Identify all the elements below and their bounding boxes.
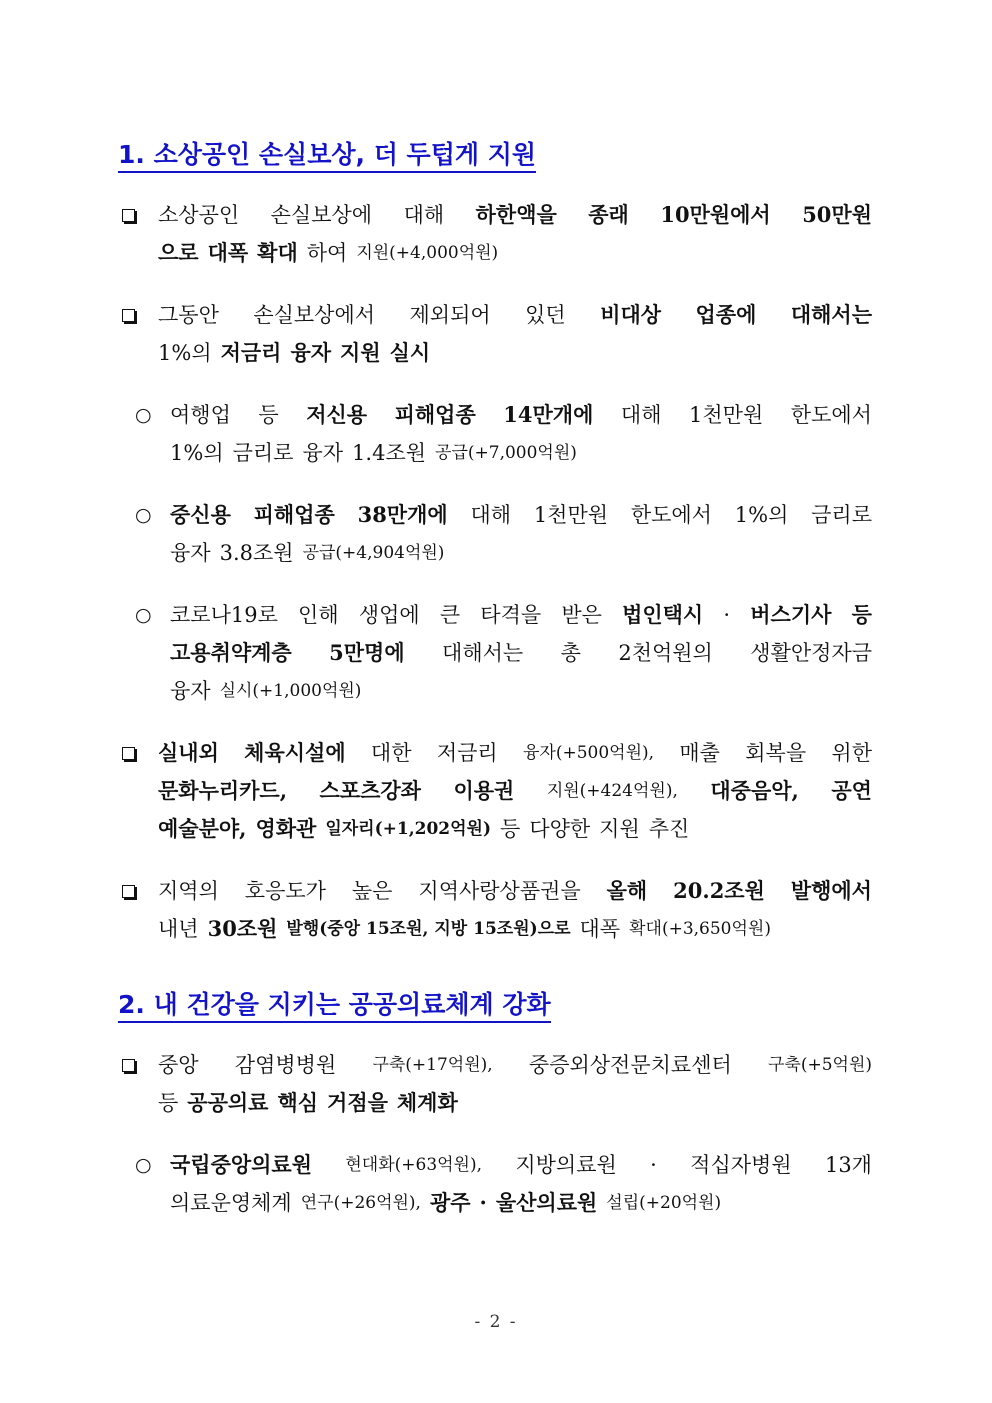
text-line bbox=[158, 872, 872, 910]
text-word: 50만원 bbox=[802, 202, 872, 227]
text-line bbox=[170, 1146, 872, 1184]
bullet-item bbox=[158, 734, 872, 848]
text-word: 지원 bbox=[340, 340, 381, 365]
text-word: 지원 bbox=[599, 817, 640, 841]
text-word: 대해 bbox=[620, 403, 662, 427]
text-word: 대해 bbox=[470, 503, 512, 527]
text-word: 울산의료원 bbox=[495, 1190, 598, 1215]
text-word: 융자 bbox=[302, 441, 344, 465]
circle-bullet-icon: ○ bbox=[135, 604, 152, 626]
text-word: 1.4조원 bbox=[352, 441, 427, 465]
text-word: · bbox=[650, 1153, 657, 1177]
text-word: 생활안정자금 bbox=[750, 641, 872, 665]
text-line bbox=[170, 534, 872, 572]
text-word: 한도에서 bbox=[790, 403, 872, 427]
text-line bbox=[170, 434, 872, 472]
text-word: 설립(+20억원) bbox=[606, 1193, 722, 1213]
text-word: 여행업 bbox=[170, 403, 231, 427]
text-word: 다양한 bbox=[529, 817, 591, 841]
text-line bbox=[170, 672, 872, 710]
text-word: 하한액을 bbox=[475, 202, 557, 227]
text-word: 높은 bbox=[351, 879, 393, 903]
sub-bullet-item bbox=[135, 396, 872, 472]
text-word: · bbox=[723, 603, 731, 627]
text-word: 등 bbox=[258, 403, 279, 427]
text-word: 5만명에 bbox=[329, 640, 405, 665]
text-word: 대폭 bbox=[579, 917, 621, 941]
text-word: 스포츠강좌 bbox=[319, 778, 421, 803]
text-word: 금리로 bbox=[811, 503, 872, 527]
text-word: 대폭 bbox=[207, 240, 249, 265]
text-word: 비대상 bbox=[600, 302, 662, 327]
text-line bbox=[170, 634, 872, 672]
text-word: 거점을 bbox=[327, 1090, 388, 1115]
sub-bullet-item bbox=[135, 496, 872, 572]
text-word: 확대(+3,650억원) bbox=[629, 919, 771, 939]
text-word: 10만원에서 bbox=[660, 202, 771, 227]
text-word: 저금리 bbox=[220, 340, 282, 365]
text-word: 호응도가 bbox=[244, 879, 326, 903]
text-word: 회복을 bbox=[745, 741, 807, 765]
square-bullet-icon bbox=[122, 1046, 135, 1084]
text-line bbox=[158, 1046, 872, 1084]
text-word: 실내외 bbox=[158, 740, 219, 765]
text-word: 구축(+17억원), bbox=[372, 1055, 493, 1075]
text-word: 지원(+424억원), bbox=[546, 781, 678, 801]
text-word: 종래 bbox=[588, 202, 629, 227]
text-word: 소상공인 bbox=[158, 203, 240, 227]
text-word: 공연 bbox=[831, 778, 872, 803]
text-line bbox=[170, 596, 872, 634]
text-word: 받은 bbox=[561, 603, 602, 627]
text-word: 등 bbox=[158, 1091, 179, 1115]
square-bullet-icon bbox=[122, 872, 135, 910]
text-word: 실시 bbox=[389, 340, 431, 365]
text-word: 이용권 bbox=[453, 778, 515, 803]
text-word: 큰 bbox=[439, 603, 461, 627]
text-word: 법인택시 bbox=[622, 602, 704, 627]
text-word: 실시(+1,000억원) bbox=[219, 681, 362, 701]
text-word: 내년 bbox=[158, 917, 199, 941]
text-word: 등 bbox=[500, 817, 521, 841]
text-word: 타격을 bbox=[480, 603, 542, 627]
text-word: 업종에 bbox=[695, 302, 757, 327]
text-word: 13개 bbox=[824, 1153, 872, 1177]
text-word: 1%의 bbox=[734, 503, 789, 527]
text-line bbox=[170, 1184, 872, 1222]
text-word: 융자 bbox=[290, 340, 332, 365]
text-line bbox=[158, 234, 872, 272]
text-word: 14만개에 bbox=[503, 402, 594, 427]
text-word: 손실보상에서 bbox=[253, 303, 376, 327]
text-word: 체계화 bbox=[396, 1090, 458, 1115]
text-word: 1천만원 bbox=[689, 403, 764, 427]
text-word: 지방의료원 bbox=[515, 1153, 617, 1177]
text-word: 지역사랑상품권을 bbox=[418, 879, 581, 903]
text-word: 현대화(+63억원), bbox=[345, 1155, 483, 1175]
text-line bbox=[170, 496, 872, 534]
text-line bbox=[158, 296, 872, 334]
text-word: 융자 bbox=[170, 679, 211, 703]
text-word: 공급(+7,000억원) bbox=[435, 443, 577, 463]
text-word: 영화관 bbox=[255, 816, 317, 841]
text-word: 공공의료 bbox=[187, 1090, 269, 1115]
text-word: 저금리 bbox=[436, 741, 498, 765]
text-word: 1%의 bbox=[170, 441, 224, 465]
text-line bbox=[158, 334, 872, 372]
text-word: 손실보상에 bbox=[270, 203, 373, 227]
text-word: 일자리(+1,202억원) bbox=[325, 819, 492, 839]
text-word: 38만개에 bbox=[357, 502, 448, 527]
circle-bullet-icon: ○ bbox=[135, 404, 152, 426]
square-bullet-icon bbox=[122, 296, 135, 334]
text-word: 한도에서 bbox=[630, 503, 712, 527]
text-word: 대한 bbox=[370, 741, 412, 765]
text-word: 대중음악, bbox=[710, 778, 799, 803]
page-number: - 2 - bbox=[474, 1312, 518, 1332]
text-word: 지역의 bbox=[158, 879, 219, 903]
bullet-item bbox=[158, 196, 872, 272]
section-heading: 2. 내 건강을 지키는 공공의료체계 강화 bbox=[118, 990, 551, 1023]
text-word: 대해서는 bbox=[790, 302, 872, 327]
text-word: 문화누리카드, bbox=[158, 778, 288, 803]
text-word: 코로나19로 bbox=[170, 603, 278, 627]
text-word: 총 bbox=[560, 641, 581, 665]
text-word: 확대 bbox=[257, 240, 298, 265]
text-word: 융자(+500억원), bbox=[522, 743, 655, 763]
text-word: 광주 bbox=[429, 1190, 471, 1215]
text-line bbox=[158, 196, 872, 234]
text-word: 피해업종 bbox=[394, 402, 476, 427]
text-word: 제외되어 bbox=[409, 303, 491, 327]
square-bullet-icon bbox=[122, 196, 135, 234]
text-word: 융자 bbox=[170, 541, 211, 565]
text-word: 등 bbox=[851, 602, 872, 627]
text-word: 있던 bbox=[525, 303, 566, 327]
text-word: 2천억원의 bbox=[618, 641, 713, 665]
text-word: 구축(+5억원) bbox=[767, 1055, 872, 1075]
text-word: 매출 bbox=[679, 741, 720, 765]
bullet-item bbox=[158, 1046, 872, 1122]
bullet-item bbox=[158, 872, 872, 948]
text-word: 체육시설에 bbox=[244, 740, 346, 765]
text-word: 발행에서 bbox=[790, 878, 872, 903]
text-word: 그동안 bbox=[158, 303, 219, 327]
text-word: 30조원 bbox=[207, 916, 278, 941]
section-heading: 1. 소상공인 손실보상, 더 두텁게 지원 bbox=[118, 140, 536, 173]
text-word: 공급(+4,904억원) bbox=[302, 543, 445, 563]
text-word: 1천만원 bbox=[533, 503, 609, 527]
text-word: 하여 bbox=[306, 241, 348, 265]
text-word: 1%의 bbox=[158, 341, 212, 365]
text-line bbox=[170, 396, 872, 434]
sub-bullet-item bbox=[135, 596, 872, 710]
text-word: · bbox=[479, 1190, 487, 1215]
text-word: 대해 bbox=[403, 203, 445, 227]
text-word: 연구(+26억원), bbox=[300, 1193, 421, 1213]
text-word: 중증외상전문치료센터 bbox=[528, 1053, 732, 1077]
circle-bullet-icon: ○ bbox=[135, 1154, 152, 1176]
text-word: 저신용 bbox=[306, 402, 368, 427]
square-bullet-icon bbox=[122, 734, 135, 772]
text-word: 올해 bbox=[606, 878, 648, 903]
text-word: 생업에 bbox=[358, 603, 420, 627]
text-word: 대해서는 bbox=[442, 641, 524, 665]
text-word: 버스기사 bbox=[750, 602, 832, 627]
text-word: 국립중앙의료원 bbox=[170, 1152, 313, 1177]
text-word: 핵심 bbox=[277, 1090, 319, 1115]
text-line bbox=[158, 910, 872, 948]
text-line bbox=[158, 734, 872, 772]
text-word: 추진 bbox=[648, 817, 690, 841]
text-word: 금리로 bbox=[232, 441, 294, 465]
sub-bullet-item bbox=[135, 1146, 872, 1222]
text-line bbox=[158, 772, 872, 810]
text-word: 20.2조원 bbox=[673, 878, 765, 903]
text-word: 중신용 bbox=[170, 502, 231, 527]
text-word: 지원(+4,000억원) bbox=[356, 243, 499, 263]
bullet-item bbox=[158, 296, 872, 372]
text-word: 중앙 bbox=[158, 1053, 199, 1077]
text-word: 인해 bbox=[298, 603, 339, 627]
text-word: 적십자병원 bbox=[690, 1153, 792, 1177]
text-word: 피해업종 bbox=[253, 502, 335, 527]
text-word: 감염병병원 bbox=[234, 1053, 337, 1077]
text-word: 고용취약계층 bbox=[170, 640, 292, 665]
text-line bbox=[158, 810, 872, 848]
text-word: 3.8조원 bbox=[219, 541, 294, 565]
text-word: 위한 bbox=[831, 741, 872, 765]
text-word: 의료운영체계 bbox=[170, 1191, 292, 1215]
circle-bullet-icon: ○ bbox=[135, 504, 152, 526]
text-line bbox=[158, 1084, 872, 1122]
text-word: 발행(중앙 15조원, 지방 15조원)으로 bbox=[286, 919, 571, 939]
text-word: 예술분야, bbox=[158, 816, 247, 841]
text-word: 으로 bbox=[158, 240, 199, 265]
